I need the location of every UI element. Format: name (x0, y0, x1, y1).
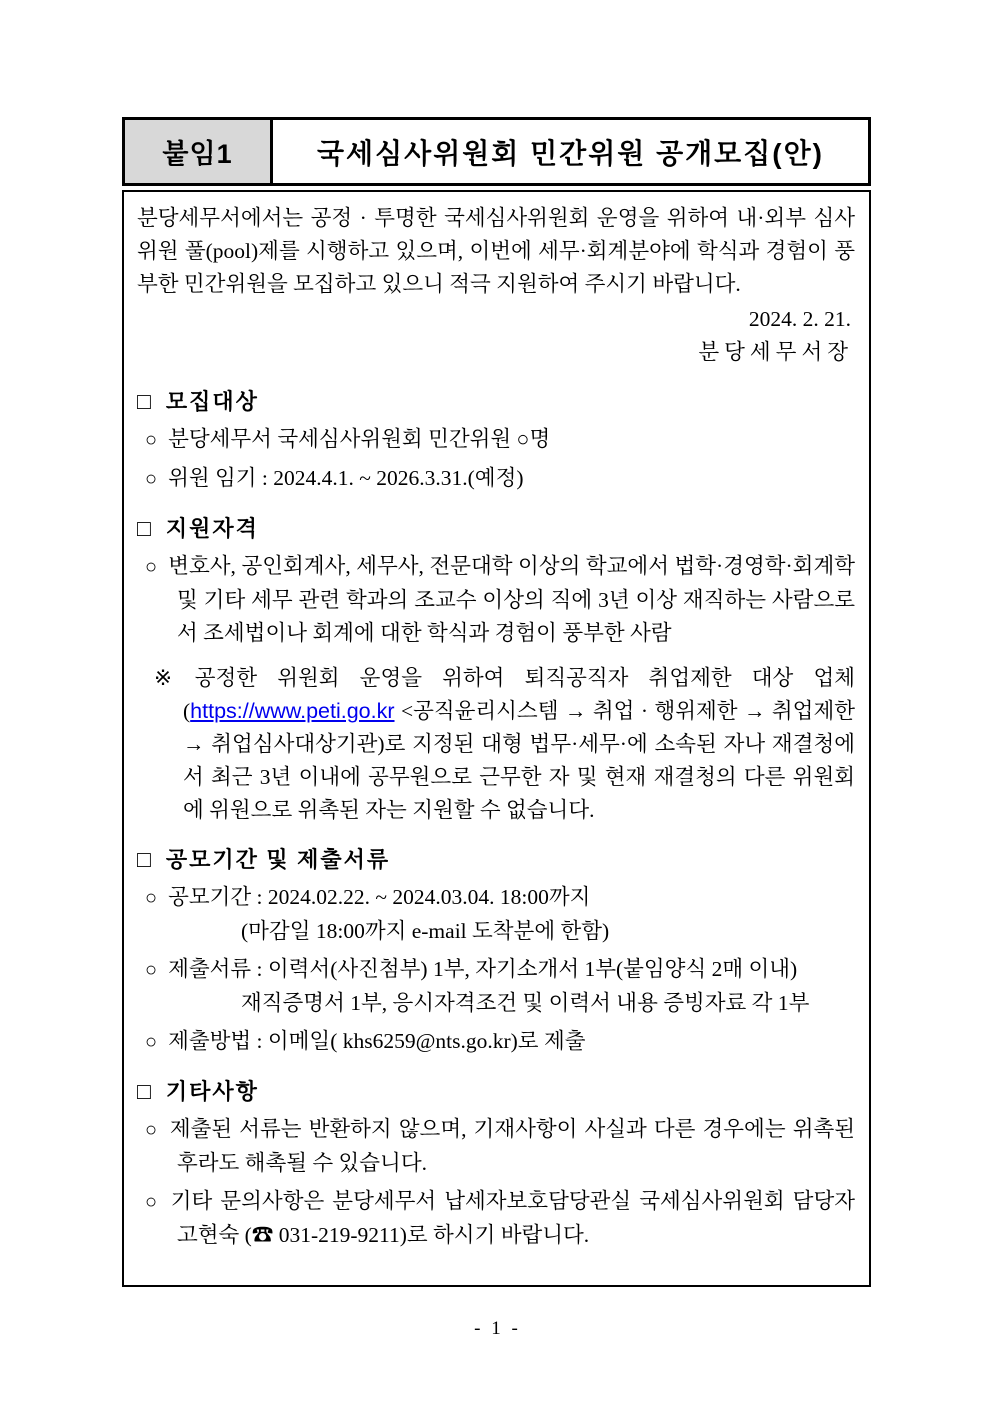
square-marker-icon: □ (137, 1079, 153, 1104)
page-title: 국세심사위원회 민간위원 공개모집(안) (317, 137, 824, 169)
square-marker-icon: □ (137, 516, 153, 541)
documents-item-continued: 재직증명서 1부, 응시자격조건 및 이력서 내용 증빙자료 각 1부 (241, 991, 810, 1015)
recruit-item-term-text: 위원 임기 : 2024.4.1. ~ 2026.3.31.(예정) (168, 466, 524, 490)
square-marker-icon: □ (137, 389, 153, 414)
circle-bullet-icon: ○ (145, 1119, 159, 1141)
period-item-deadline-note: (마감일 18:00까지 e-mail 도착분에 한함) (241, 919, 610, 943)
section-title-label: 공모기간 및 제출서류 (165, 847, 391, 872)
circle-bullet-icon: ○ (145, 959, 158, 981)
circle-bullet-icon: ○ (145, 429, 158, 451)
document-body (122, 190, 871, 1287)
circle-bullet-icon: ○ (145, 468, 158, 490)
signer-line: 분당세무서장 (698, 340, 853, 364)
circle-bullet-icon: ○ (145, 887, 158, 909)
etc-item-return-policy (145, 1113, 855, 1180)
attachment-badge: 붙임1 (125, 120, 273, 183)
section-title-label: 지원자격 (165, 516, 259, 541)
circle-bullet-icon: ○ (145, 1191, 160, 1213)
section-title-label: 기타사항 (165, 1079, 259, 1104)
recruit-item-members (145, 423, 855, 457)
period-item-text: 공모기간 : 2024.02.22. ~ 2024.03.04. 18:00까지 (168, 885, 591, 909)
recruit-item-members-text: 분당세무서 국세심사위원회 민간위원 ○명 (168, 427, 551, 451)
qualification-note (154, 662, 855, 827)
etc-item-return-policy-text: 제출된 서류는 반환하지 않으며, 기재사항이 사실과 다른 경우에는 위촉된 후라도 해촉될 수 있습니다. (169, 1117, 855, 1175)
submission-method-item (145, 1025, 855, 1059)
note-text-suffix: <공직윤리시스템 → 취업 · 행위제한 → 취업제한 → 취업심사대상기관)로 지정된 대형 법무·세무·에 소속된 자나 재결청에서 최근 3년 이내에 공무원으로 근무한 자 및 현재 재결청의 다른 위원회에 위원으로 위촉된 자는 지원할 수 없습니다. (183, 699, 855, 822)
peti-link[interactable]: https://www.peti.go.kr (190, 699, 395, 723)
note-text-prefix: 공정한 위원회 운영을 위하여 퇴직공직자 취업제한 대상 업체 ( (183, 666, 855, 723)
intro-paragraph: 분당세무서에서는 공정 · 투명한 국세심사위원회 운영을 위하여 내·외부 심사위원 풀(pool)제를 시행하고 있으며, 이번에 세무·회계분야에 학식과 경험이 풍부한 민간위원을 모집하고 있으니 적극 지원하여 주시기 바랍니다. (137, 206, 855, 296)
documents-item-text: 제출서류 : 이력서(사진첨부) 1부, 자기소개서 1부(붙임양식 2매 이내) (168, 957, 798, 981)
recruit-item-term (145, 462, 855, 496)
page-number: - 1 - (474, 1318, 518, 1339)
section-title-recruit (137, 385, 855, 418)
document-header (122, 117, 871, 186)
etc-item-contact (145, 1185, 855, 1252)
reference-marker-icon: ※ (154, 666, 187, 690)
etc-item-contact-text: 기타 문의사항은 분당세무서 납세자보호담당관실 국세심사위원회 담당자 고현숙 (☎ 031-219-9211)로 하시기 바랍니다. (170, 1189, 855, 1247)
qualification-item (145, 550, 855, 650)
section-title-etc (137, 1075, 855, 1108)
section-title-period (137, 843, 855, 876)
circle-bullet-icon: ○ (145, 1031, 158, 1053)
date-line: 2024. 2. 21. (748, 307, 851, 331)
submission-method-text: 제출방법 : 이메일( khs6259@nts.go.kr)로 제출 (168, 1029, 586, 1053)
section-title-qualification (137, 512, 855, 545)
circle-bullet-icon: ○ (145, 556, 158, 578)
period-item (145, 881, 855, 915)
square-marker-icon: □ (137, 847, 153, 872)
qualification-item-text: 변호사, 공인회계사, 세무사, 전문대학 이상의 학교에서 법학·경영학·회계학 및 기타 세무 관련 학과의 조교수 이상의 직에 3년 이상 재직하는 사람으로서 조세법이나 회계에 대한 학식과 경험이 풍부한 사람 (168, 554, 855, 645)
section-title-label: 모집대상 (165, 389, 259, 414)
documents-item (145, 953, 855, 987)
